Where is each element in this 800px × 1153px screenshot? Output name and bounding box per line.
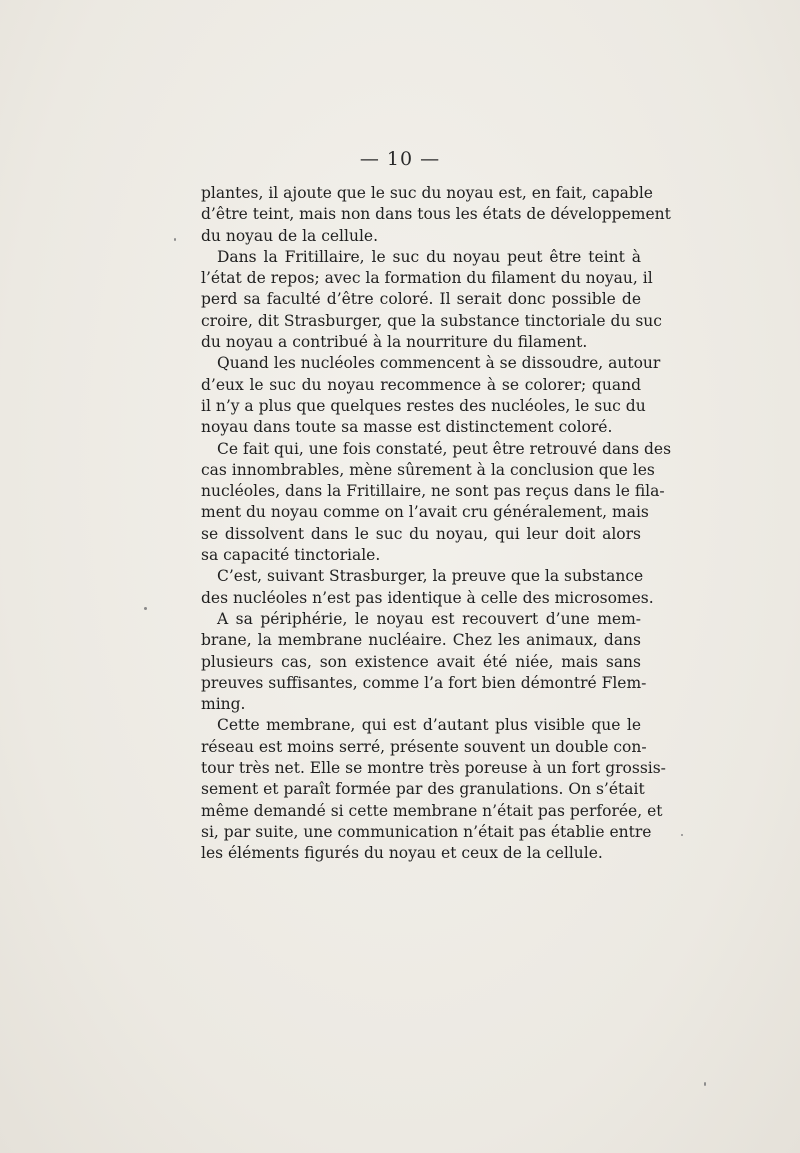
text-line: d’eux le suc du noyau recommence à se colorer; quand bbox=[201, 375, 641, 394]
text-line: l’état de repos; avec la formation du filament du noyau, il bbox=[201, 269, 653, 288]
paragraph bbox=[201, 439, 672, 567]
page-number: — 10 — bbox=[359, 148, 441, 170]
paragraph bbox=[201, 183, 671, 247]
text-line: ment du noyau comme on l’avait cru généralement, mais bbox=[201, 503, 649, 522]
text-line: réseau est moins serré, présente souvent un double con- bbox=[201, 737, 647, 756]
text-line: Ce fait qui, une fois constaté, peut être retrouvé dans des bbox=[217, 439, 672, 458]
text-line: plusieurs cas, son existence avait été niée, mais sans bbox=[201, 652, 641, 671]
paragraph bbox=[201, 715, 666, 864]
paper-speck bbox=[704, 1082, 706, 1086]
text-line: preuves suffisantes, comme l’a fort bien démontré Flem- bbox=[201, 673, 647, 692]
text-line: C’est, suivant Strasburger, la preuve que la substance bbox=[217, 567, 644, 586]
paragraph bbox=[201, 353, 661, 438]
text-line: ming. bbox=[201, 695, 246, 714]
text-line: si, par suite, une communication n’était pas établie entre bbox=[201, 822, 652, 841]
paper-speck bbox=[681, 834, 683, 836]
paragraph bbox=[201, 247, 662, 353]
text-line: d’être teint, mais non dans tous les états de développement bbox=[201, 205, 671, 224]
text-line: noyau dans toute sa masse est distinctement coloré. bbox=[201, 418, 613, 437]
paper-speck bbox=[174, 238, 176, 241]
text-line: cas innombrables, mène sûrement à la conclusion que les bbox=[201, 460, 655, 479]
text-line: du noyau de la cellule. bbox=[201, 226, 379, 245]
text-line: Cette membrane, qui est d’autant plus visible que le bbox=[217, 716, 641, 735]
text-line: croire, dit Strasburger, que la substance tinctoriale du suc bbox=[201, 311, 662, 330]
text-line: plantes, il ajoute que le suc du noyau est, en fait, capable bbox=[201, 184, 653, 202]
text-line: nucléoles, dans la Fritillaire, ne sont pas reçus dans le fila- bbox=[201, 482, 665, 501]
text-line: du noyau a contribué à la nourriture du filament. bbox=[201, 333, 588, 352]
text-line: sement et paraît formée par des granulations. On s’était bbox=[201, 780, 645, 799]
text-line: A sa périphérie, le noyau est recouvert d’une mem- bbox=[217, 609, 641, 628]
text-line: se dissolvent dans le suc du noyau, qui leur doit alors bbox=[201, 524, 641, 543]
paragraph bbox=[201, 566, 654, 609]
paper-speck bbox=[144, 607, 147, 610]
body-text bbox=[201, 183, 672, 865]
text-line: tour très net. Elle se montre très poreuse à un fort grossis- bbox=[201, 759, 666, 778]
text-line: même demandé si cette membrane n’était pas perforée, et bbox=[201, 801, 663, 820]
text-line: Dans la Fritillaire, le suc du noyau peut être teint à bbox=[217, 247, 641, 266]
text-line: il n’y a plus que quelques restes des nucléoles, le suc du bbox=[201, 396, 646, 415]
text-line: brane, la membrane nucléaire. Chez les animaux, dans bbox=[201, 631, 641, 650]
text-line: des nucléoles n’est pas identique à celle des microsomes. bbox=[201, 588, 654, 607]
paragraph bbox=[201, 609, 647, 715]
text-line: Quand les nucléoles commencent à se dissoudre, autour bbox=[217, 354, 661, 373]
text-line: les éléments figurés du noyau et ceux de la cellule. bbox=[201, 844, 603, 863]
text-line: sa capacité tinctoriale. bbox=[201, 546, 381, 565]
text-line: perd sa faculté d’être coloré. Il serait donc possible de bbox=[201, 290, 641, 309]
